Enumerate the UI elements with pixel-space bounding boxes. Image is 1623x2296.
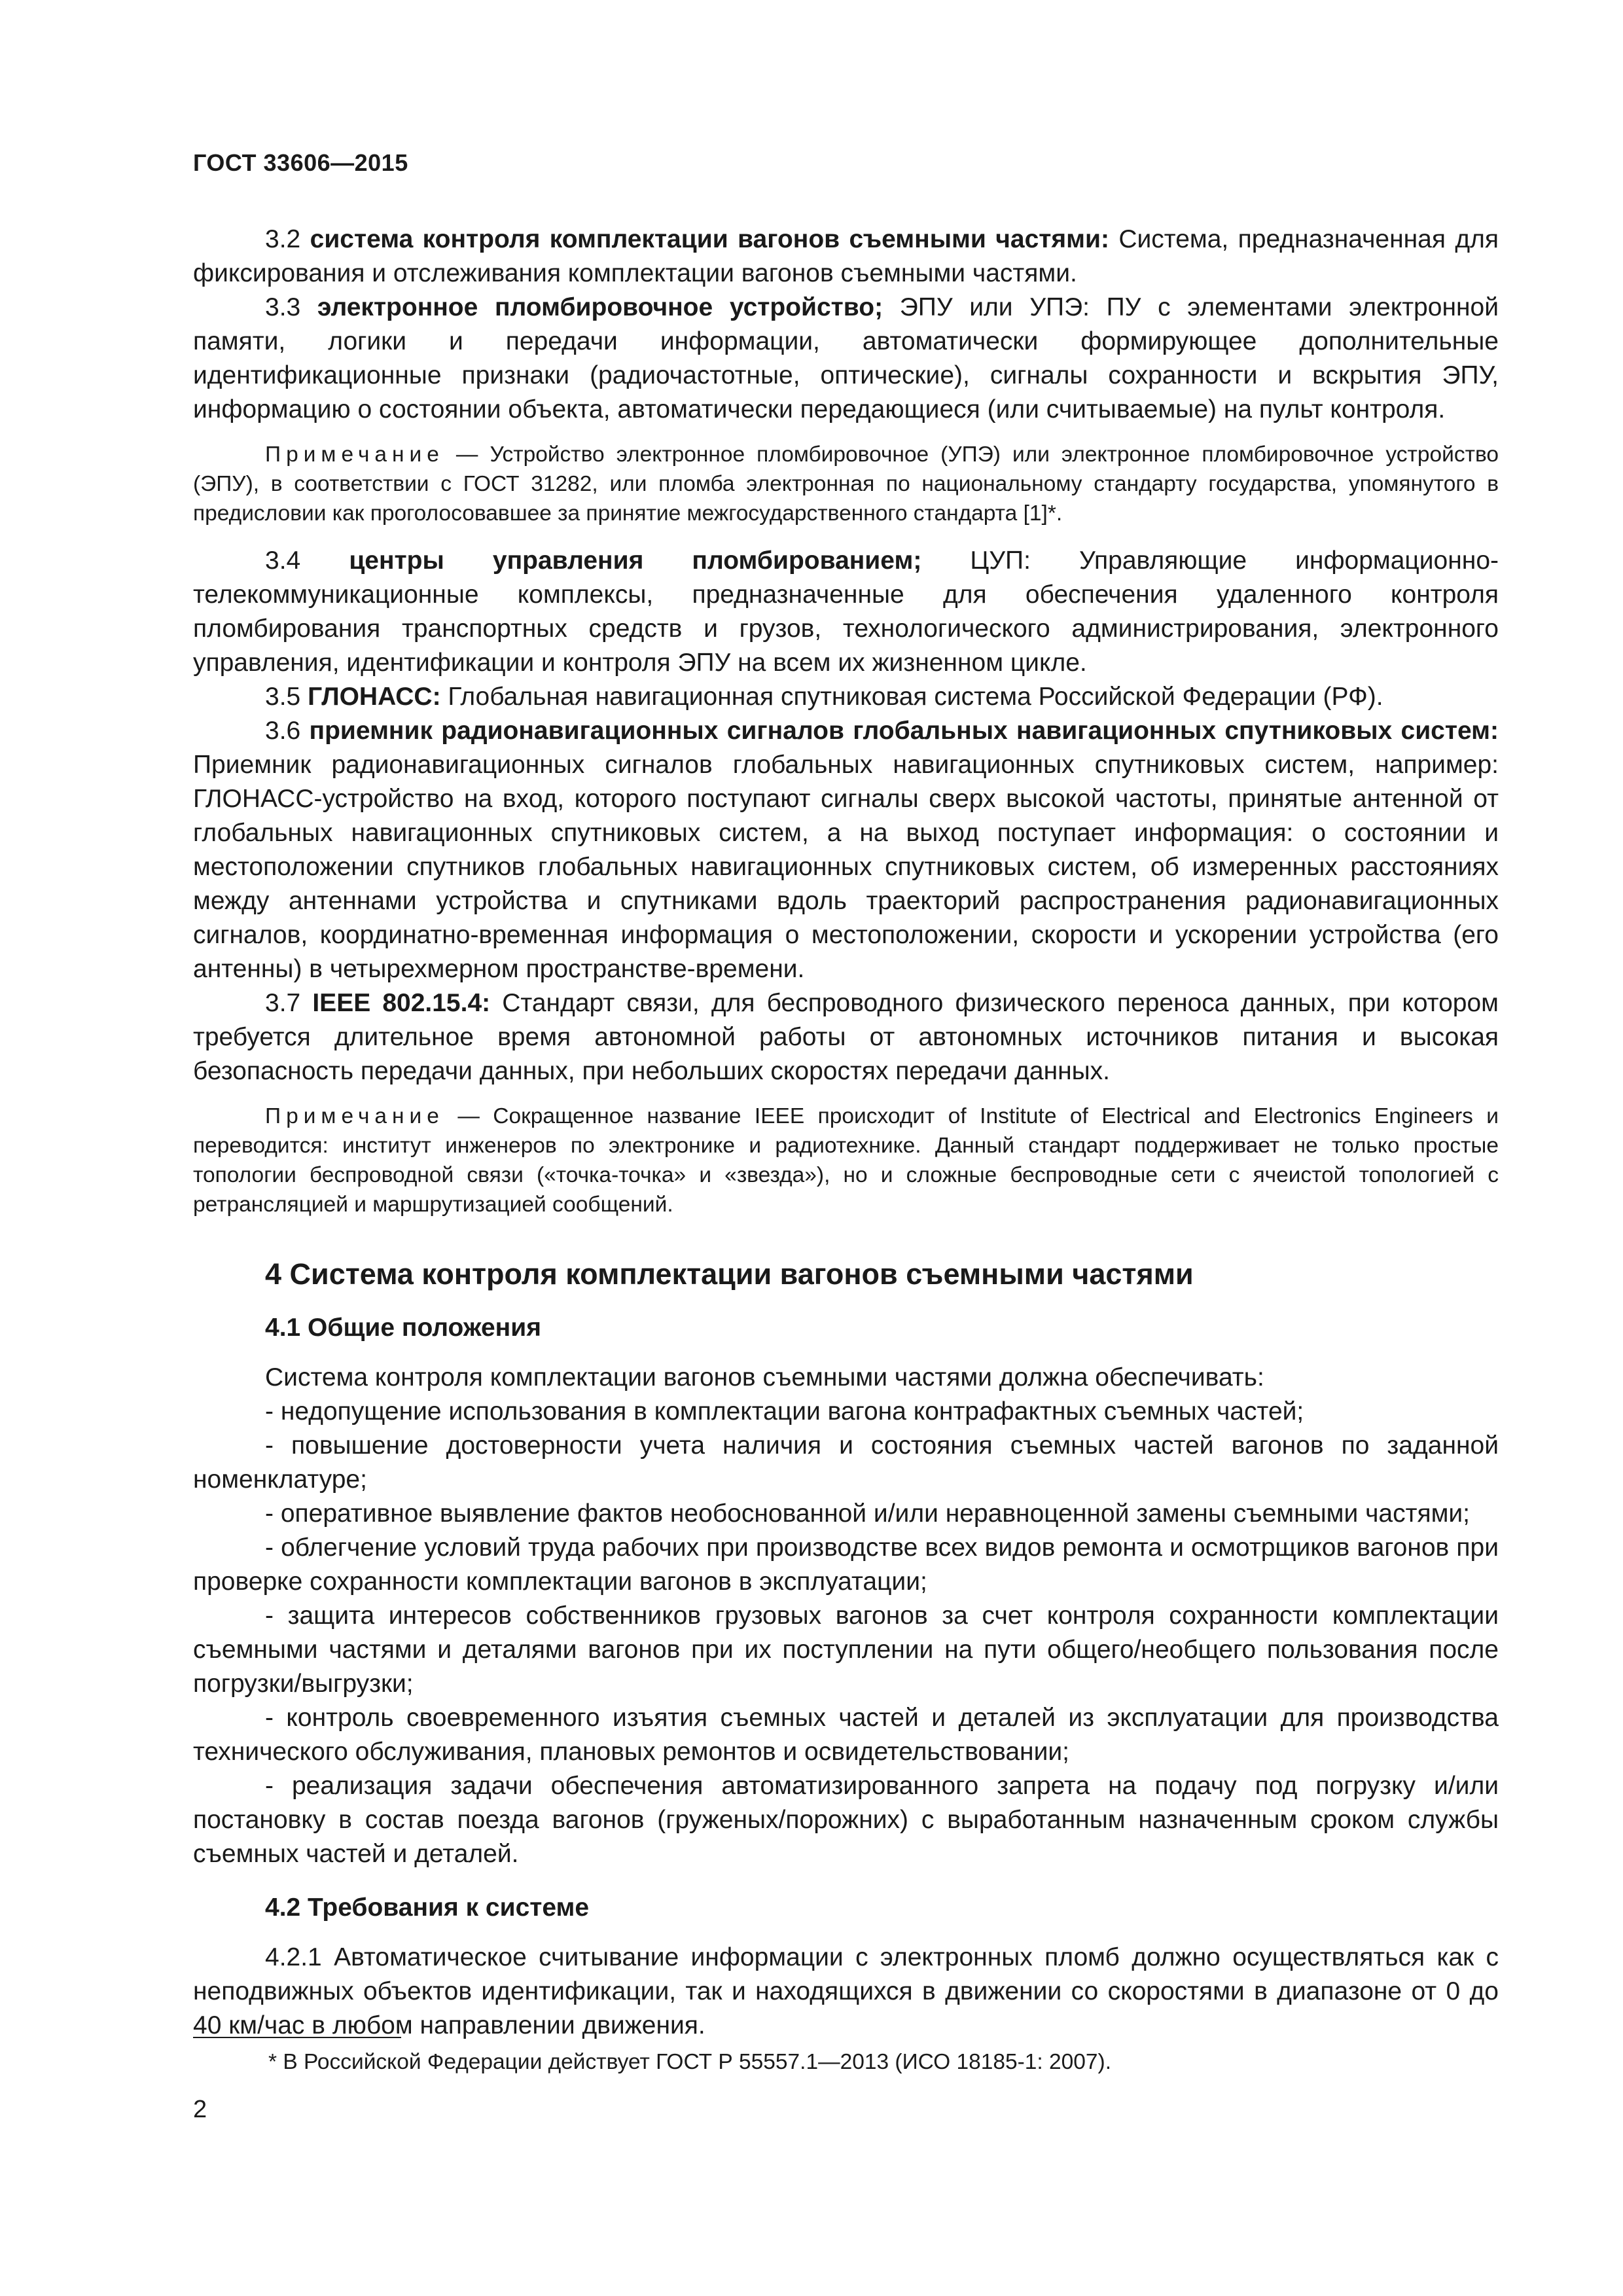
list-item: - реализация задачи обеспечения автоматизированного запрета на подачу под погрузку и/или постановку в состав поезда вагонов (груженых/порожних) с выработанным назначенным сроком службы съемных частей и деталей. [193, 1772, 1499, 1868]
document-header: ГОСТ 33606—2015 [193, 149, 408, 176]
clause-3-7 [193, 986, 1499, 1088]
list-item: - оперативное выявление фактов необоснованной и/или неравноценной замены съемными частями; [265, 1499, 1471, 1528]
clause-number: 3.2 [265, 225, 301, 253]
note-dash: — [457, 1104, 480, 1128]
note-1 [193, 440, 1499, 528]
clause-4-2-1: 4.2.1 Автоматическое считывание информации с электронных пломб должно осуществляться как с неподвижных объектов идентификации, так и находящихся в движении со скоростями в диапазоне от 0 до 40 км/час в любом направлении движения. [193, 1943, 1499, 2039]
definition: ЦУП: Управляющие информационно-телекоммуникационные комплексы, предназначенные для обеспечения удаленного контроля пломбирования транспортных средств и грузов, технологического администрирования, электронного управления, идентификации и контроля ЭПУ на всем их жизненном цикле. [193, 547, 1499, 677]
note-2 [193, 1102, 1499, 1219]
list-item: - защита интересов собственников грузовых вагонов за счет контроля сохранности комплектации съемными частями и деталями вагонов при их поступлении на пути общего/необщего пользования после погрузки/выгрузки; [193, 1602, 1499, 1698]
page-number: 2 [193, 2096, 207, 2123]
list-item: - контроль своевременного изъятия съемных частей и деталей из эксплуатации для производства технического обслуживания, плановых ремонтов и освидетельствовании; [193, 1704, 1499, 1766]
subsection-4-1-heading: 4.1 Общие положения [265, 1314, 541, 1342]
definition: Система, предназначенная для фиксирования и отслеживания комплектации вагонов съемными частями. [193, 225, 1499, 287]
term: ГЛОНАСС: [308, 683, 441, 711]
term: приемник радионавигационных сигналов глобальных навигационных спутниковых систем: [309, 717, 1499, 745]
footnote: * В Российской Федерации действует ГОСТ Р 55557.1—2013 (ИСО 18185-1: 2007). [268, 2050, 1112, 2074]
clause-number: 3.7 [265, 989, 301, 1017]
document-body [193, 223, 1499, 2043]
clause-3-4 [193, 544, 1499, 680]
term: электронное пломбировочное устройство; [317, 293, 883, 321]
list-item: - облегчение условий труда рабочих при производстве всех видов ремонта и осмотрщиков вагонов при проверке сохранности комплектации вагонов в эксплуатации; [193, 1534, 1499, 1596]
clause-3-2 [193, 223, 1499, 291]
clause-3-6 [193, 714, 1499, 986]
note-dash: — [455, 442, 478, 467]
clause-number: 3.4 [265, 547, 301, 575]
clause-number: 3.6 [265, 717, 301, 745]
section-4-heading: 4 Система контроля комплектации вагонов съемными частями [265, 1257, 1194, 1291]
term: центры управления пломбированием; [349, 547, 922, 575]
note-label: Примечание [265, 442, 444, 467]
clause-3-5 [193, 680, 1499, 714]
subsection-4-2-heading: 4.2 Требования к системе [265, 1893, 590, 1922]
clause-3-3 [193, 291, 1499, 427]
list-item: - недопущение использования в комплектации вагона контрафактных съемных частей; [265, 1397, 1304, 1426]
note-text: Сокращенное название IEEE происходит of Institute of Electrical and Electronics Engineers и переводится: институт инженеров по электронике и радиотехнике. Данный стандарт поддерживает не только простые топологии беспроводной связи («точка-точка» и «звезда»), но и сложные беспроводные сети с ячеистой топологией с ретрансляцией и маршрутизацией сообщений. [193, 1104, 1499, 1217]
footnote-divider [193, 2037, 401, 2038]
term: IEEE 802.15.4: [312, 989, 491, 1017]
note-text: Устройство электронное пломбировочное (УПЭ) или электронное пломбировочное устройство (ЭПУ), в соответствии с ГОСТ 31282, или пломба электронная по национальному стандарту государства, упомянутого в предисловии как проголосовавшее за принятие межгосударственного стандарта [1]*. [193, 442, 1499, 526]
term: система контроля комплектации вагонов съемными частями: [310, 225, 1109, 253]
clause-number: 3.5 [265, 683, 301, 711]
note-label: Примечание [265, 1104, 444, 1128]
definition: Приемник радионавигационных сигналов глобальных навигационных спутниковых систем, например: ГЛОНАСС-устройство на вход, которого поступают сигналы сверх высокой частоты, принятые антенной от глобальных навигационных спутниковых систем, а на выход поступает информация: о состоянии и местоположении спутников глобальных навигационных спутниковых систем, об измеренных расстояниях между антеннами устройства и спутниками вдоль траекторий распространения радионавигационных сигналов, координатно-временная информация о местоположении, скорости и ускорении устройства (его антенны) в четырехмерном пространстве-времени. [193, 751, 1499, 983]
clause-number: 3.3 [265, 293, 301, 321]
definition: Стандарт связи, для беспроводного физического переноса данных, при котором требуется длительное время автономной работы от автономных источников питания и высокая безопасность передачи данных, при небольших скоростях передачи данных. [193, 989, 1499, 1085]
definition: ЭПУ или УПЭ: ПУ с элементами электронной памяти, логики и передачи информации, автоматически формирующее дополнительные идентификационные признаки (радиочастотные, оптические), сигналы сохранности и вскрытия ЭПУ, информацию о состоянии объекта, автоматически передающиеся (или считываемые) на пульт контроля. [193, 293, 1499, 423]
definition: Глобальная навигационная спутниковая система Российской Федерации (РФ). [448, 683, 1383, 711]
list-item: - повышение достоверности учета наличия и состояния съемных частей вагонов по заданной номенклатуре; [193, 1431, 1499, 1494]
section-4-1-intro: Система контроля комплектации вагонов съемными частями должна обеспечивать: [265, 1363, 1264, 1391]
